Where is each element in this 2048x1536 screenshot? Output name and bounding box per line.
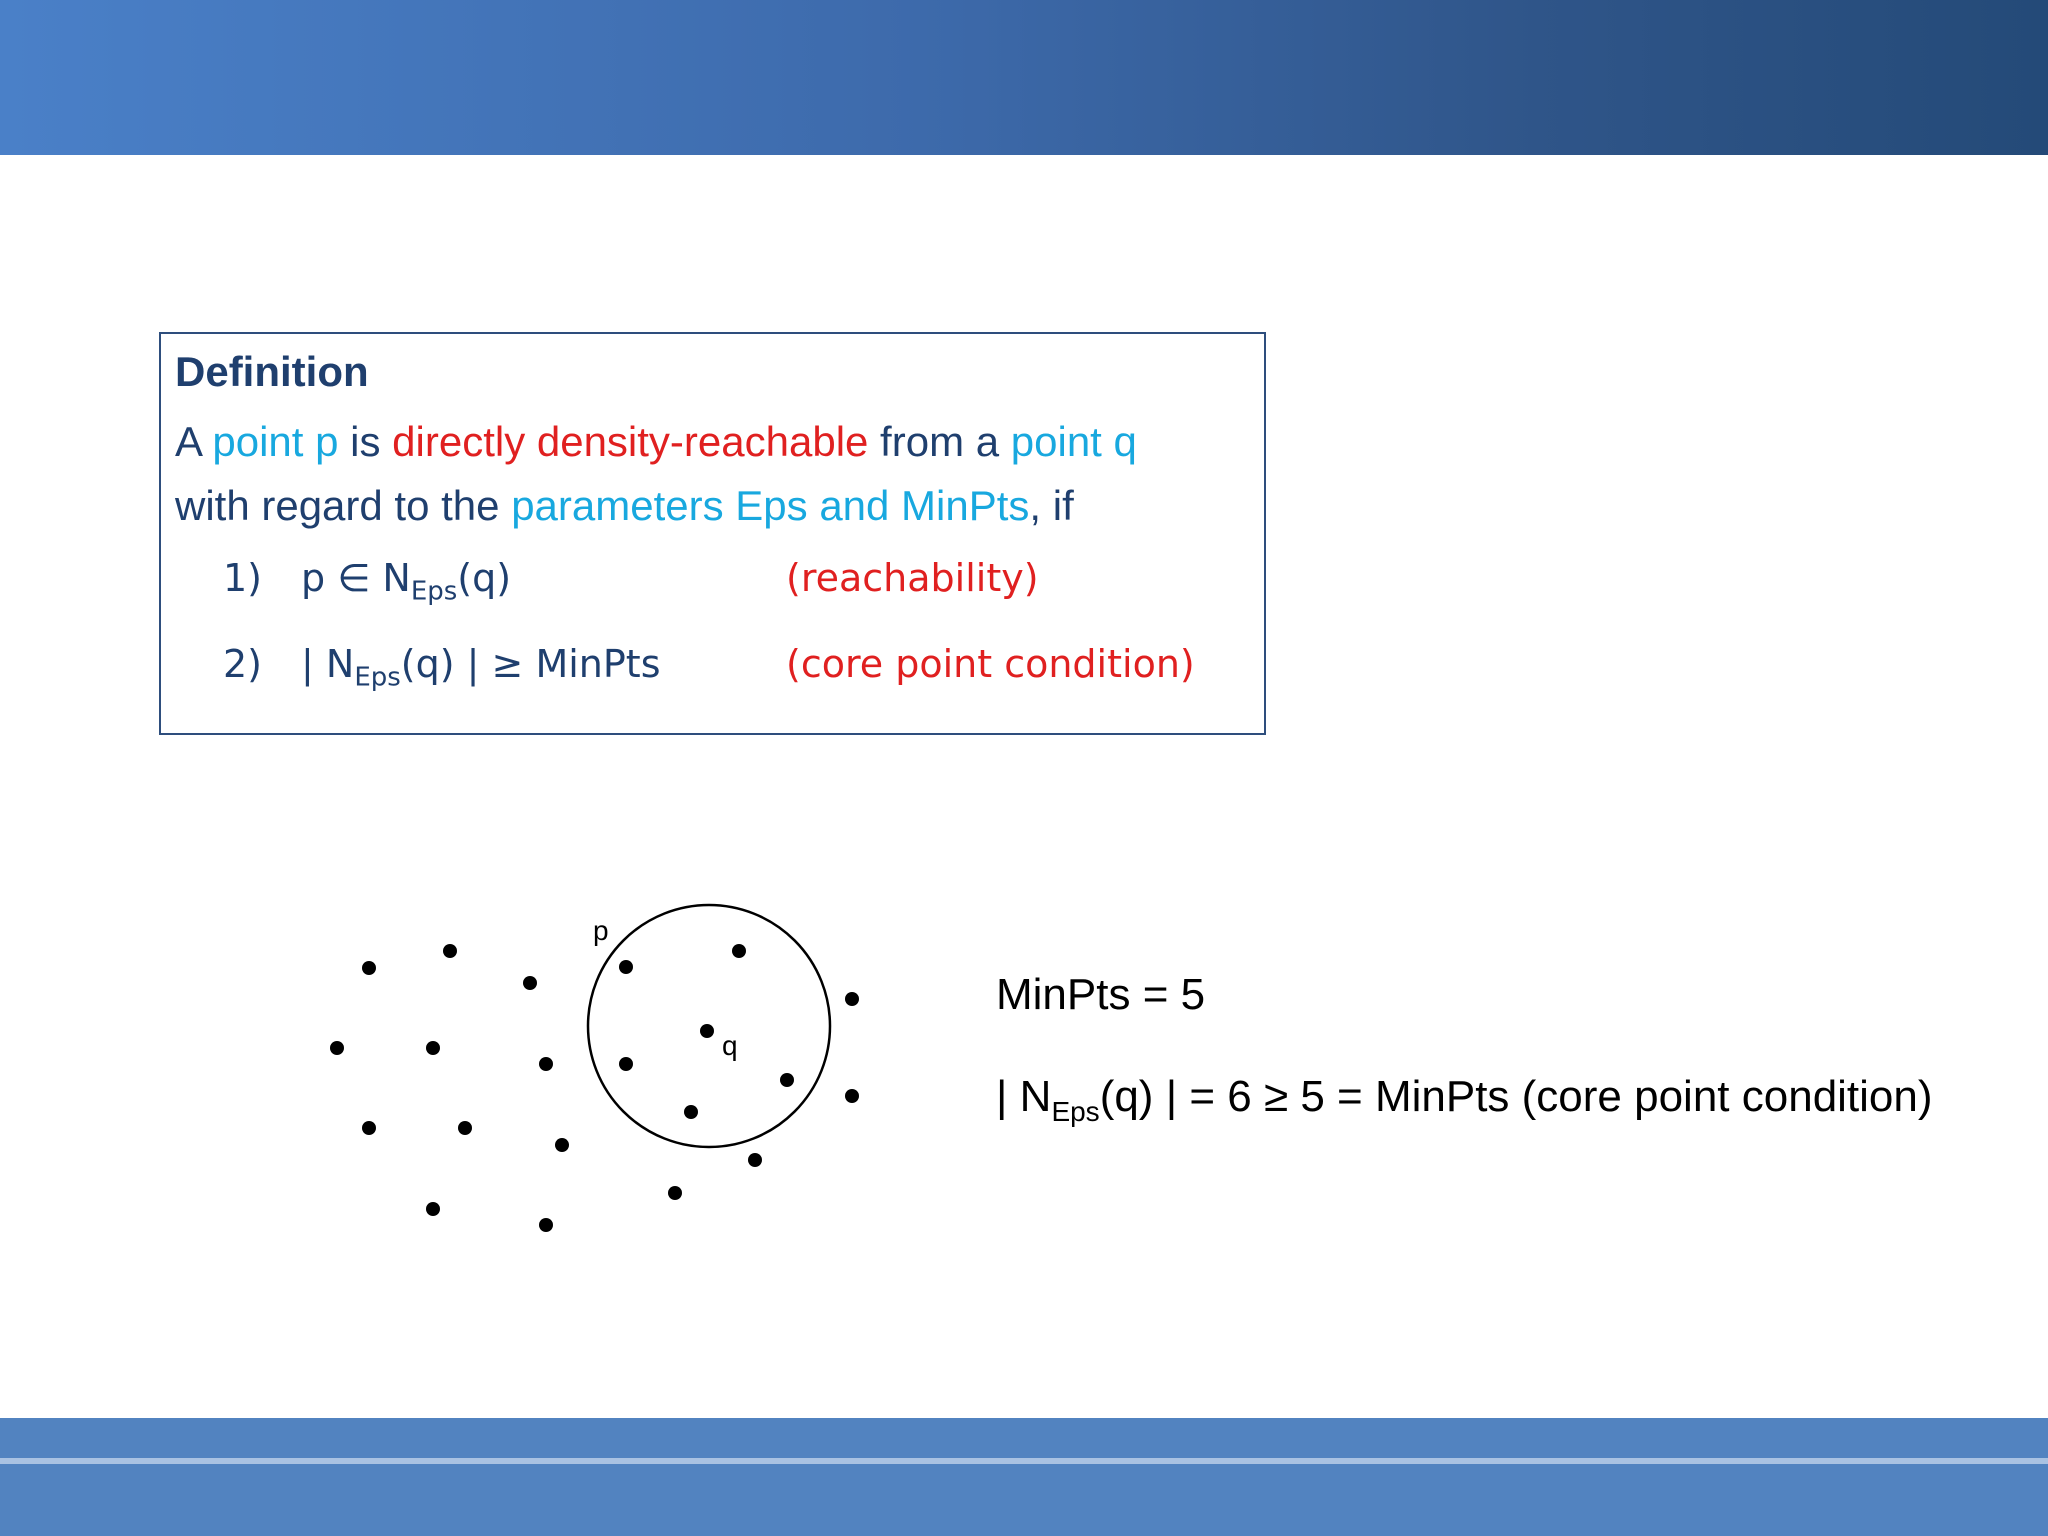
definition-line-2: with regard to the parameters Eps and MinPts, if — [175, 482, 1074, 529]
point-p — [619, 960, 633, 974]
data-point — [426, 1041, 440, 1055]
header-band — [0, 0, 2048, 155]
condition-1-expression: p ∈ $N_{Eps}(q)$ — [301, 556, 512, 607]
neighborhood-count: | $N_{Eps}(q)$ | = 6 ≥ 5 = MinPts (core point condition) — [996, 1072, 1933, 1127]
data-point — [845, 1089, 859, 1103]
footer-band — [0, 1418, 2048, 1536]
data-point — [362, 961, 376, 975]
data-point — [443, 944, 457, 958]
data-point — [539, 1057, 553, 1071]
data-point — [684, 1105, 698, 1119]
condition-1-label: (reachability) — [786, 556, 1039, 600]
point-q — [700, 1024, 714, 1038]
definition-box — [159, 332, 1266, 735]
data-point — [555, 1138, 569, 1152]
term-directly-density-reachable: directly density-reachable — [392, 418, 869, 465]
minpts-value: MinPts = 5 — [996, 970, 1206, 1019]
data-point — [330, 1041, 344, 1055]
label-q: q — [722, 1030, 738, 1061]
data-point — [539, 1218, 553, 1232]
data-point — [362, 1121, 376, 1135]
term-parameters: parameters Eps and MinPts — [511, 482, 1030, 529]
condition-2-label: (core point condition) — [786, 642, 1195, 686]
footer-stripe — [0, 1458, 2048, 1464]
definition-line-1: A point p is directly density-reachable from a point q — [175, 418, 1137, 465]
condition-2-expression: | $N_{Eps}(q)$ | ≥ MinPts — [301, 642, 661, 693]
data-point — [458, 1121, 472, 1135]
label-p: p — [593, 915, 609, 946]
condition-1-number: 1) — [223, 556, 263, 600]
data-point — [748, 1153, 762, 1167]
data-point — [619, 1057, 633, 1071]
term-point-q: point q — [1010, 418, 1137, 465]
data-point — [732, 944, 746, 958]
data-point — [426, 1202, 440, 1216]
data-point — [845, 992, 859, 1006]
data-point — [780, 1073, 794, 1087]
condition-2-number: 2) — [223, 642, 263, 686]
definition-heading: Definition — [175, 348, 369, 395]
data-point — [668, 1186, 682, 1200]
data-point — [523, 976, 537, 990]
point-cloud-diagram — [300, 880, 900, 1260]
term-point-p: point p — [212, 418, 339, 465]
